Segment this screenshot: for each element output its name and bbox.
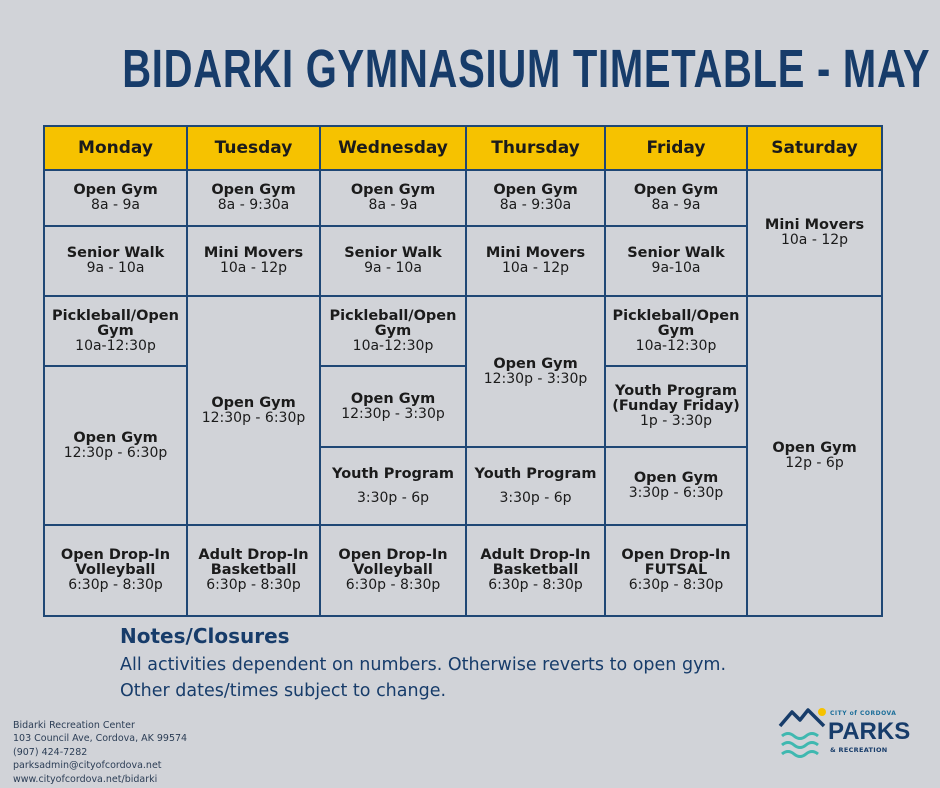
center-name: Bidarki Recreation Center (13, 720, 135, 731)
activity-time: 12:30p - 6:30p (63, 444, 168, 461)
activity-name: Open Gym (633, 182, 719, 198)
activity-name: Open Gym (73, 182, 158, 198)
activity-name: Mini Movers (485, 245, 586, 261)
page-title: BIDARKI GYMNASIUM TIMETABLE - MAY (122, 39, 931, 99)
activity-time: 10a-12:30p (75, 337, 156, 354)
schedule-cell (466, 296, 605, 447)
day-header-tuesday: Tuesday (187, 126, 320, 170)
activity-time: 10a-12:30p (352, 337, 434, 354)
note-line: All activities dependent on numbers. Otherwise reverts to open gym. (120, 655, 727, 675)
activity-time: 10a - 12p (219, 260, 288, 276)
schedule-cell (320, 447, 466, 525)
schedule-cell (466, 226, 605, 296)
activity-name: Open Gym (350, 390, 436, 407)
activity-time: 6:30p - 8:30p (68, 577, 163, 593)
activity-name: Senior Walk (344, 245, 442, 261)
activity-time: 8a - 9a (91, 197, 140, 213)
activity-time: 8a - 9a (368, 197, 418, 213)
activity-time: 12:30p - 3:30p (483, 370, 588, 387)
activity-time: 9a - 10a (86, 260, 145, 276)
schedule-cell (44, 226, 187, 296)
activity-time: 10a - 12p (501, 260, 570, 276)
activity-name: Open Drop-In FUTSAL (621, 547, 731, 578)
activity-name: Open Drop-In Volleyball (60, 547, 171, 578)
schedule-cell (466, 447, 605, 525)
logo-parks-text: PARKS (828, 718, 911, 745)
activity-time: 10a-12:30p (635, 337, 717, 354)
schedule-cell (44, 525, 187, 616)
schedule-cell (747, 170, 882, 296)
activity-name: Pickleball/Open Gym (52, 307, 179, 339)
activity-time: 6:30p - 8:30p (206, 577, 301, 593)
activity-name: Open Gym (493, 182, 578, 198)
schedule-cell (187, 296, 320, 525)
activity-name: Pickleball/Open Gym (612, 307, 740, 339)
activity-name: Open Gym (73, 429, 158, 446)
activity-name: Senior Walk (627, 245, 725, 261)
schedule-cell (605, 366, 747, 447)
day-header-monday: Monday (44, 126, 187, 170)
activity-time: 9a - 10a (364, 260, 422, 276)
activity-name: Open Gym (211, 182, 296, 198)
schedule-cell (44, 366, 187, 525)
note-line: Other dates/times subject to change. (120, 681, 447, 701)
schedule-cell (187, 525, 320, 616)
activity-time: 1p - 3:30p (639, 413, 713, 429)
activity-name: Youth Program (474, 465, 597, 482)
activity-time: 3:30p - 6:30p (628, 485, 724, 501)
day-header-wednesday: Wednesday (320, 126, 466, 170)
schedule-cell (187, 170, 320, 226)
activity-name: Mini Movers (203, 245, 304, 261)
contact-info (13, 719, 187, 786)
schedule-cell (44, 170, 187, 226)
day-header-friday: Friday (605, 126, 747, 170)
activity-time: 8a - 9a (651, 197, 701, 213)
schedule-cell (320, 226, 466, 296)
activity-name: Open Gym (633, 470, 719, 486)
activity-time: 6:30p - 8:30p (345, 577, 441, 593)
address: 103 Council Ave, Cordova, AK 99574 (13, 733, 188, 745)
schedule-cell (605, 447, 747, 525)
activity-name: Youth Program (332, 465, 454, 482)
schedule-cell (320, 525, 466, 616)
activity-name: Pickleball/Open Gym (329, 307, 457, 339)
schedule-cell (320, 296, 466, 366)
activity-time: 8a - 9:30a (499, 197, 572, 213)
timetable (43, 125, 883, 617)
activity-name: Open Gym (211, 394, 296, 411)
schedule-cell (605, 525, 747, 616)
activity-name: Open Drop-In Volleyball (338, 547, 448, 578)
schedule-cell (605, 226, 747, 296)
notes-title: Notes/Closures (120, 624, 290, 648)
schedule-cell (320, 170, 466, 226)
activity-time: 3:30p - 6p (356, 489, 430, 506)
activity-name: Open Gym (493, 355, 578, 372)
day-header-saturday: Saturday (747, 126, 882, 170)
schedule-cell (466, 525, 605, 616)
activity-name: Youth Program (Funday Friday) (612, 383, 740, 414)
activity-name: Open Gym (350, 182, 436, 198)
activity-name: Mini Movers (764, 217, 865, 233)
activity-time: 10a - 12p (780, 232, 849, 248)
activity-time: 6:30p - 8:30p (488, 577, 583, 593)
activity-time: 9a-10a (651, 260, 701, 276)
activity-name: Adult Drop-In Basketball (198, 547, 309, 578)
schedule-cell (466, 170, 605, 226)
website-link[interactable]: www.cityofcordova.net/bidarki (13, 773, 158, 785)
logo-rec-text: & RECREATION (830, 746, 888, 754)
schedule-cell (605, 170, 747, 226)
activity-name: Adult Drop-In Basketball (480, 547, 591, 578)
activity-time: 3:30p - 6p (499, 489, 572, 506)
logo-city-text: CITY of CORDOVA (830, 710, 897, 717)
email-link[interactable]: parksadmin@cityofcordova.net (13, 760, 162, 772)
day-header-thursday: Thursday (466, 126, 605, 170)
activity-time: 12p - 6p (785, 455, 844, 471)
activity-name: Senior Walk (66, 245, 165, 261)
phone: (907) 424-7282 (13, 746, 88, 758)
schedule-cell (605, 296, 747, 366)
schedule-cell (187, 226, 320, 296)
activity-time: 6:30p - 8:30p (628, 577, 724, 593)
activity-time: 12:30p - 6:30p (201, 409, 306, 426)
schedule-cell (320, 366, 466, 447)
schedule-cell (747, 296, 882, 616)
schedule-cell (44, 296, 187, 366)
activity-time: 8a - 9:30a (217, 197, 290, 213)
activity-time: 12:30p - 3:30p (341, 405, 445, 422)
activity-name: Open Gym (772, 440, 857, 456)
